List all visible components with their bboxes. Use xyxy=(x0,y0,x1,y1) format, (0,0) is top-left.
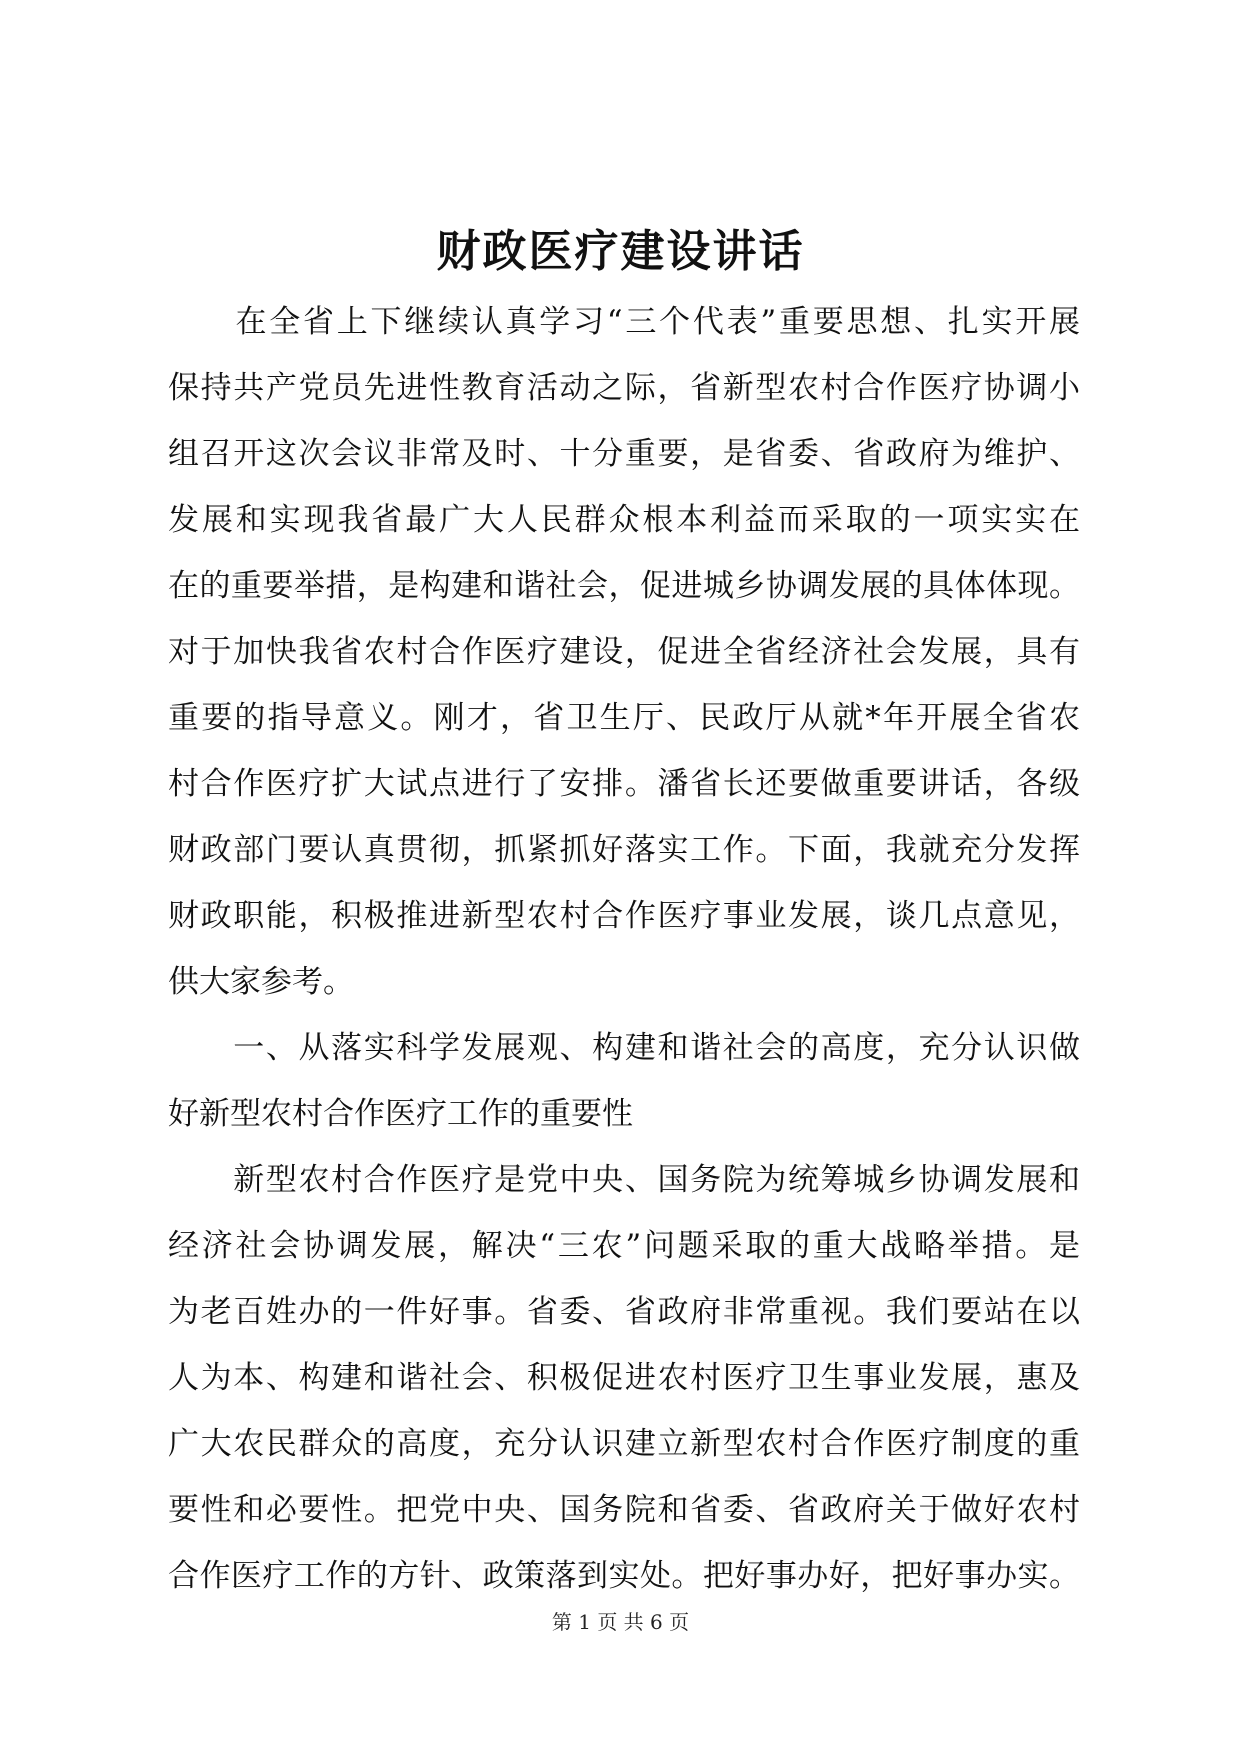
body-line: 供大家参考。 xyxy=(168,964,354,1000)
body-line: 发展和实现我省最广大人民群众根本利益而采取的一项实实在 xyxy=(168,502,1080,538)
body-line: 在全省上下继续认真学习“三个代表”重要思想、扎实开展 xyxy=(168,304,1080,340)
body-line: 对于加快我省农村合作医疗建设，促进全省经济社会发展，具有 xyxy=(168,634,1080,670)
section-heading-line: 一、从落实科学发展观、构建和谐社会的高度，充分认识做 xyxy=(168,1030,1080,1066)
section-heading-line: 好新型农村合作医疗工作的重要性 xyxy=(168,1096,633,1132)
body-line: 村合作医疗扩大试点进行了安排。潘省长还要做重要讲话，各级 xyxy=(168,766,1080,802)
body-line: 在的重要举措，是构建和谐社会，促进城乡协调发展的具体体现。 xyxy=(168,568,1080,604)
body-line: 财政职能，积极推进新型农村合作医疗事业发展，谈几点意见， xyxy=(168,898,1080,934)
body-line: 合作医疗工作的方针、政策落到实处。把好事办好，把好事办实。 xyxy=(168,1558,1080,1594)
body-line: 组召开这次会议非常及时、十分重要，是省委、省政府为维护、 xyxy=(168,436,1080,472)
body-line: 财政部门要认真贯彻，抓紧抓好落实工作。下面，我就充分发挥 xyxy=(168,832,1080,868)
body-line: 重要的指导意义。刚才，省卫生厅、民政厅从就*年开展全省农 xyxy=(168,700,1080,736)
document-body xyxy=(168,289,1080,1609)
page-footer: 第 1 页 共 6 页 xyxy=(551,1610,690,1634)
body-line: 广大农民群众的高度，充分认识建立新型农村合作医疗制度的重 xyxy=(168,1426,1080,1462)
body-line: 人为本、构建和谐社会、积极促进农村医疗卫生事业发展，惠及 xyxy=(168,1360,1080,1396)
document-title: 财政医疗建设讲话 xyxy=(436,226,805,277)
body-line: 要性和必要性。把党中央、国务院和省委、省政府关于做好农村 xyxy=(168,1492,1080,1528)
body-line: 为老百姓办的一件好事。省委、省政府非常重视。我们要站在以 xyxy=(168,1294,1080,1330)
body-line: 经济社会协调发展，解决“三农”问题采取的重大战略举措。是 xyxy=(168,1228,1080,1264)
body-line: 保持共产党员先进性教育活动之际，省新型农村合作医疗协调小 xyxy=(168,370,1080,406)
body-line: 新型农村合作医疗是党中央、国务院为统筹城乡协调发展和 xyxy=(168,1162,1080,1198)
